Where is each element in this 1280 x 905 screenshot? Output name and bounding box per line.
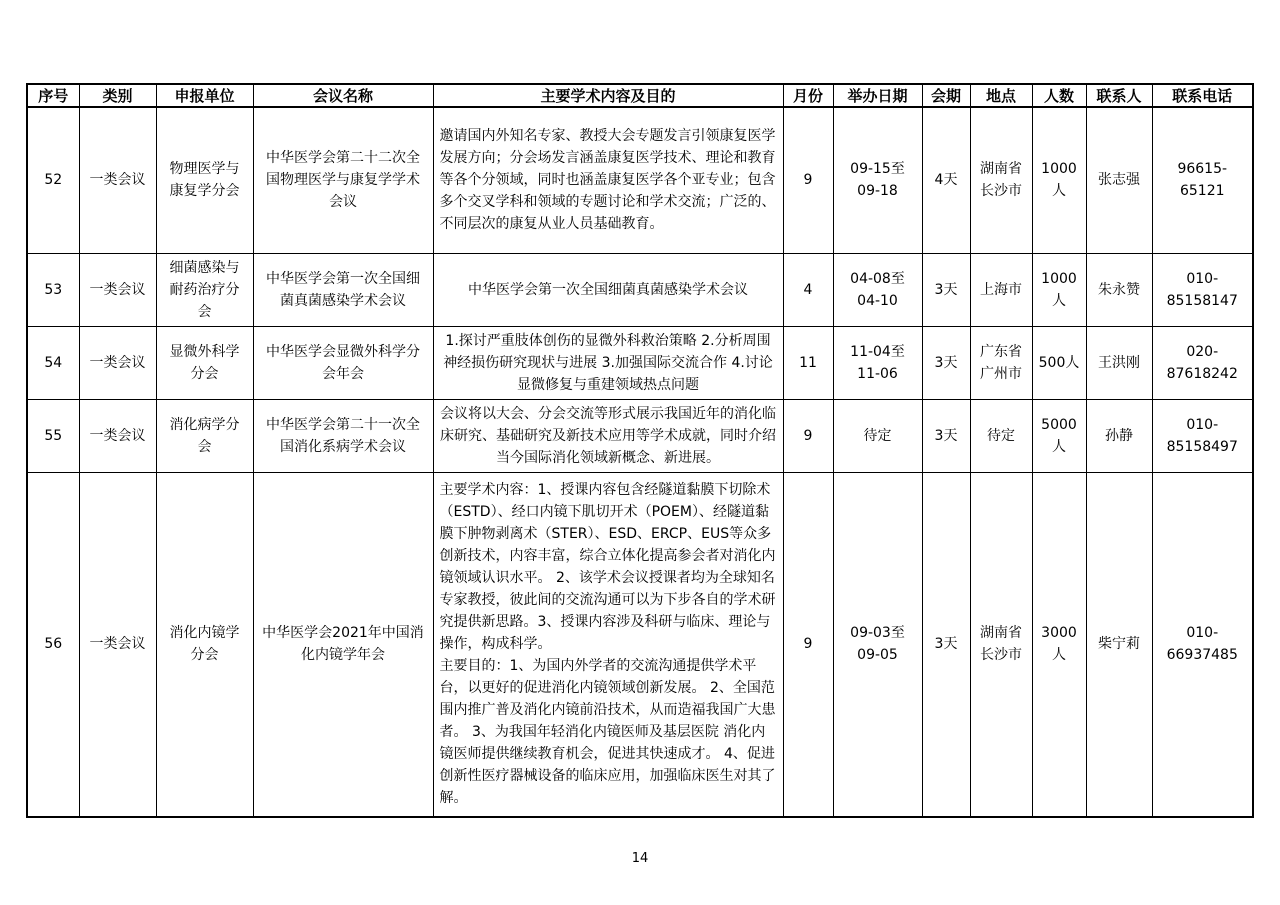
cell-location [970,326,1032,399]
cell-meeting-name [253,472,433,817]
attendance-text: 5000 人 [1041,416,1077,455]
cell-date: 待定 [833,399,922,472]
cell-contact: 朱永赞 [1086,253,1152,326]
cell-content: 会议将以大会、分会交流等形式展示我国近年的消化临床研究、基础研究及新技术应用等学术成就，同时介绍当今国际消化领域新概念、新进展。 [433,399,783,472]
header-contact: 联系人 [1086,84,1152,107]
location-text: 湖南省 长沙市 [980,625,1022,664]
date-text: 09-15至 09-18 [850,161,905,200]
unit-text: 物理医学与 康复学分会 [169,161,240,200]
header-meeting-name: 会议名称 [253,84,433,107]
location-text: 湖南省 长沙市 [980,161,1022,200]
cell-attendance [1032,253,1086,326]
cell-duration: 3天 [922,399,970,472]
cell-content: 中华医学会第一次全国细菌真菌感染学术会议 [433,253,783,326]
cell-category: 一类会议 [79,399,156,472]
header-unit: 申报单位 [156,84,253,107]
cell-attendance [1032,399,1086,472]
meeting-name-text: 中华医学会2021年中国消 化内镜学年会 [262,625,424,664]
cell-category: 一类会议 [79,472,156,817]
table-row [27,399,1253,472]
table-header-row [27,84,1253,107]
cell-meeting-name [253,253,433,326]
header-attendance: 人数 [1032,84,1086,107]
cell-unit [156,472,253,817]
phone-text: 010- 85158497 [1166,416,1238,455]
header-phone: 联系电话 [1152,84,1253,107]
cell-date [833,326,922,399]
header-duration: 会期 [922,84,970,107]
meeting-name-text: 中华医学会显微外科学分 会年会 [266,343,420,382]
cell-no: 52 [27,107,79,253]
cell-category: 一类会议 [79,326,156,399]
cell-category: 一类会议 [79,107,156,253]
cell-contact: 王洪刚 [1086,326,1152,399]
cell-contact: 孙静 [1086,399,1152,472]
cell-content: 邀请国内外知名专家、教授大会专题发言引领康复医学发展方向；分会场发言涵盖康复医学技术、理论和教育等各个分领域，同时也涵盖康复医学各个亚专业；包含多个交叉学科和领域的专题讨论和学术交流；广泛的、不同层次的康复从业人员基础教育。 [433,107,783,253]
unit-text: 显微外科学 分会 [169,343,240,382]
cell-meeting-name [253,107,433,253]
cell-phone [1152,472,1253,817]
meeting-name-text: 中华医学会第一次全国细 菌真菌感染学术会议 [266,270,420,309]
meeting-schedule-table [26,83,1254,818]
cell-unit [156,253,253,326]
cell-duration: 4天 [922,107,970,253]
cell-phone [1152,253,1253,326]
header-no: 序号 [27,84,79,107]
header-location: 地点 [970,84,1032,107]
cell-no: 56 [27,472,79,817]
attendance-text: 1000 人 [1041,161,1077,200]
cell-date [833,253,922,326]
cell-month: 9 [783,472,833,817]
cell-attendance: 500人 [1032,326,1086,399]
header-date: 举办日期 [833,84,922,107]
cell-contact: 柴宁莉 [1086,472,1152,817]
cell-month: 9 [783,107,833,253]
header-content: 主要学术内容及目的 [433,84,783,107]
cell-location: 待定 [970,399,1032,472]
date-text: 09-03至 09-05 [850,625,905,664]
unit-text: 消化病学分 会 [169,416,240,455]
cell-meeting-name [253,399,433,472]
cell-attendance [1032,472,1086,817]
unit-text: 细菌感染与 耐药治疗分 会 [169,259,240,320]
content-text: 主要学术内容：1、授课内容包含经隧道黏膜下切除术（ESTD）、经口内镜下肌切开术（POEM）、经隧道黏膜下肿物剥离术（STER）、ESD、ERCP、EUS等众多创新技术，内容丰富，综合立体化提高参会者对消化内镜领域认识水平。 2、该学术会议授课者均为全球知名专家教授，彼此间的交流沟通可以为下步各自的学术研究提供新思路。3、授课内容涉及科研与临床、理论与操作，构成科学。 主要目的：1、为国内外学者的交流沟通提供学术平台，以更好的促进消化内镜领域创新发展。 2、全国范围内推广普及消化内镜前沿技术，从而造福我国广大患者。 3、为我国年轻消化内镜医师及基层医院 消化内镜医师提供继续教育机会，促进其快速成才。 4、促进创新性医疗器械设备的临床应用，加强临床医生对其了解。 [439,482,776,807]
phone-text: 010- 85158147 [1166,270,1238,309]
cell-contact: 张志强 [1086,107,1152,253]
cell-phone [1152,326,1253,399]
cell-unit [156,107,253,253]
attendance-text: 3000 人 [1041,625,1077,664]
attendance-text: 1000 人 [1041,270,1077,309]
cell-date [833,472,922,817]
cell-month: 9 [783,399,833,472]
meeting-name-text: 中华医学会第二十一次全 国消化系病学术会议 [266,416,420,455]
cell-month: 11 [783,326,833,399]
cell-no: 54 [27,326,79,399]
cell-duration: 3天 [922,472,970,817]
phone-text: 020- 87618242 [1166,343,1238,382]
phone-text: 96615- 65121 [1177,161,1228,200]
date-text: 11-04至 11-06 [850,343,905,382]
cell-unit [156,399,253,472]
cell-unit [156,326,253,399]
table-row [27,326,1253,399]
cell-location [970,107,1032,253]
cell-month: 4 [783,253,833,326]
date-text: 04-08至 04-10 [850,270,905,309]
page-number: 14 [631,851,649,866]
cell-location: 上海市 [970,253,1032,326]
location-text: 广东省 广州市 [980,343,1022,382]
header-category: 类别 [79,84,156,107]
cell-attendance [1032,107,1086,253]
cell-date [833,107,922,253]
table-row [27,472,1253,817]
cell-no: 55 [27,399,79,472]
cell-no: 53 [27,253,79,326]
cell-duration: 3天 [922,326,970,399]
phone-text: 010- 66937485 [1166,625,1238,664]
table-row [27,253,1253,326]
cell-meeting-name [253,326,433,399]
header-month: 月份 [783,84,833,107]
cell-duration: 3天 [922,253,970,326]
cell-phone [1152,107,1253,253]
unit-text: 消化内镜学 分会 [169,625,240,664]
cell-content: 1.探讨严重肢体创伤的显微外科救治策略 2.分析周围神经损伤研究现状与进展 3.加强国际交流合作 4.讨论显微修复与重建领域热点问题 [433,326,783,399]
meeting-name-text: 中华医学会第二十二次全 国物理医学与康复学学术 会议 [266,150,420,211]
table-row [27,107,1253,253]
cell-content [433,472,783,817]
cell-phone [1152,399,1253,472]
cell-location [970,472,1032,817]
cell-category: 一类会议 [79,253,156,326]
